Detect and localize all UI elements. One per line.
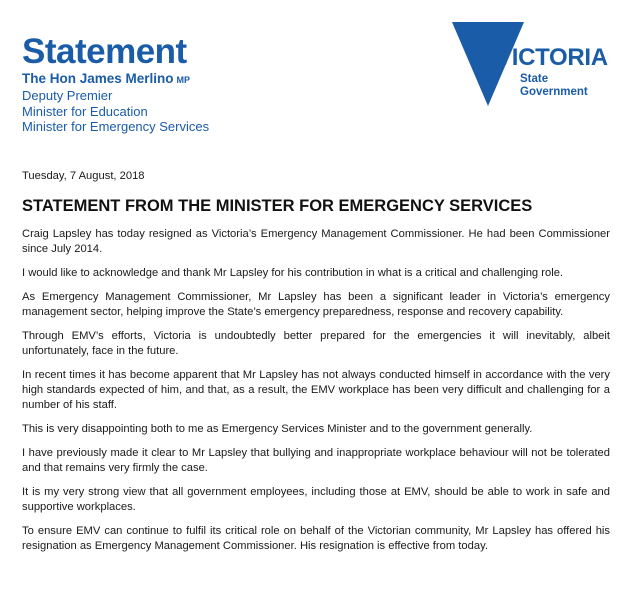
minister-name-text: The Hon James Merlino [22, 71, 174, 86]
logo-line-government: Government [520, 86, 588, 98]
paragraph: In recent times it has become apparent that Mr Lapsley has not always conducted himself in accordance with the very high standards expected of him, and that, as a result, the EMV workplace has been very difficult and challenging for a number of his staff. [22, 369, 610, 411]
paragraph: It is my very strong view that all government employees, including those at EMV, should be able to work in safe and supportive workplaces. [22, 486, 610, 513]
minister-suffix: MP [176, 75, 191, 85]
logo-subtitle [520, 73, 588, 99]
statement-title: Statement [22, 32, 187, 71]
statement-date: Tuesday, 7 August, 2018 [22, 170, 145, 182]
statement-heading: STATEMENT FROM THE MINISTER FOR EMERGENCY SERVICES [22, 197, 533, 215]
paragraph: This is very disappointing both to me as Emergency Services Minister and to the government generally. [22, 423, 533, 435]
paragraph: I have previously made it clear to Mr Lapsley that bullying and inappropriate workplace behaviour will not be tolerated and that remains very firmly the case. [22, 447, 610, 474]
minister-role-deputy-premier: Deputy Premier [22, 88, 113, 103]
paragraph: Through EMV’s efforts, Victoria is undoubtedly better prepared for the emergencies it will inevitably, albeit unfortunately, face in the future. [22, 330, 610, 357]
logo-wordmark: VICTORIA [496, 44, 608, 71]
statement-header [22, 34, 322, 135]
minister-name [22, 71, 322, 88]
minister-role-education: Minister for Education [22, 103, 148, 119]
victoria-government-logo [452, 22, 612, 112]
paragraph: Craig Lapsley has today resigned as Victoria’s Emergency Management Commissioner. He had been Commissioner since July 2014. [22, 228, 610, 255]
paragraph: As Emergency Management Commissioner, Mr Lapsley has been a significant leader in Victoria’s emergency management sector, helping improve the State’s emergency preparedness, response and recovery capability. [22, 291, 610, 318]
minister-role-emergency-services: Minister for Emergency Services [22, 119, 210, 134]
paragraph: I would like to acknowledge and thank Mr Lapsley for his contribution in what is a critical and challenging role. [22, 267, 564, 279]
logo-line-state: State [520, 73, 549, 85]
statement-body [22, 169, 610, 563]
paragraph: To ensure EMV can continue to fulfil its critical role on behalf of the Victorian community, Mr Lapsley has offered his resignation as Emergency Management Commissioner. His resignation is effective from today. [22, 525, 610, 552]
